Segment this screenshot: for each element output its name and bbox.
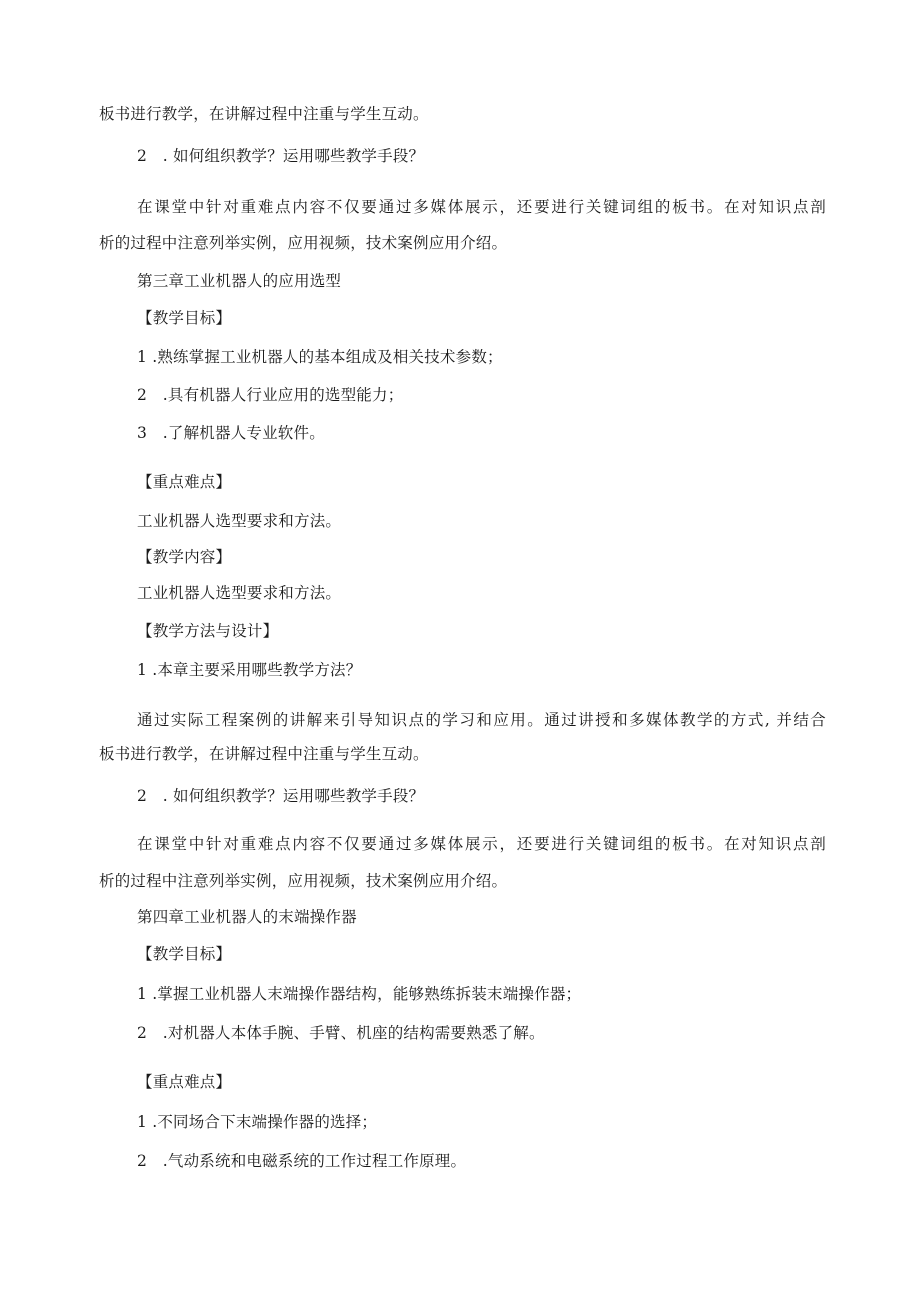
- list-item: 2 .具有机器人行业应用的选型能力；: [137, 386, 404, 404]
- list-item: 1 .不同场合下末端操作器的选择；: [137, 1113, 378, 1131]
- question-item: 1 .本章主要采用哪些教学方法？: [137, 661, 362, 679]
- list-item: 1 .熟练掌握工业机器人的基本组成及相关技术参数；: [137, 348, 503, 366]
- body-text-line: 工业机器人选型要求和方法。: [137, 512, 342, 530]
- section-heading: 【教学方法与设计】: [137, 622, 279, 640]
- list-item: 1 .掌握工业机器人末端操作器结构，能够熟练拆装末端操作器；: [137, 985, 582, 1003]
- section-heading: 【重点难点】: [137, 473, 232, 491]
- chapter-heading: 第四章工业机器人的末端操作器: [137, 908, 357, 926]
- list-item: 3 .了解机器人专业软件。: [137, 424, 325, 442]
- body-text-line: 板书进行教学，在讲解过程中注重与学生互动。: [99, 105, 429, 123]
- body-text-line: 在课堂中针对重难点内容不仅要通过多媒体展示，还要进行关键词组的板书。在对知识点剖: [137, 835, 826, 853]
- body-text-line: 析的过程中注意列举实例，应用视频，技术案例应用介绍。: [99, 872, 508, 890]
- section-heading: 【重点难点】: [137, 1073, 232, 1091]
- section-heading: 【教学内容】: [137, 548, 232, 566]
- body-text-line: 通过实际工程案例的讲解来引导知识点的学习和应用。通过讲授和多媒体教学的方式, 并结合: [137, 711, 826, 729]
- list-item: 2 .气动系统和电磁系统的工作过程工作原理。: [137, 1152, 467, 1170]
- chapter-heading: 第三章工业机器人的应用选型: [137, 272, 342, 290]
- section-heading: 【教学目标】: [137, 945, 232, 963]
- body-text-line: 析的过程中注意列举实例，应用视频，技术案例应用介绍。: [99, 234, 508, 252]
- question-item: 2 . 如何组织教学？运用哪些教学手段？: [137, 787, 425, 805]
- question-item: 2 . 如何组织教学？运用哪些教学手段？: [137, 147, 425, 165]
- body-text-line: 板书进行教学，在讲解过程中注重与学生互动。: [99, 745, 429, 763]
- body-text-line: 在课堂中针对重难点内容不仅要通过多媒体展示，还要进行关键词组的板书。在对知识点剖: [137, 198, 826, 216]
- list-item: 2 .对机器人本体手腕、手臂、机座的结构需要熟悉了解。: [137, 1024, 545, 1042]
- section-heading: 【教学目标】: [137, 309, 232, 327]
- body-text-line: 工业机器人选型要求和方法。: [137, 584, 342, 602]
